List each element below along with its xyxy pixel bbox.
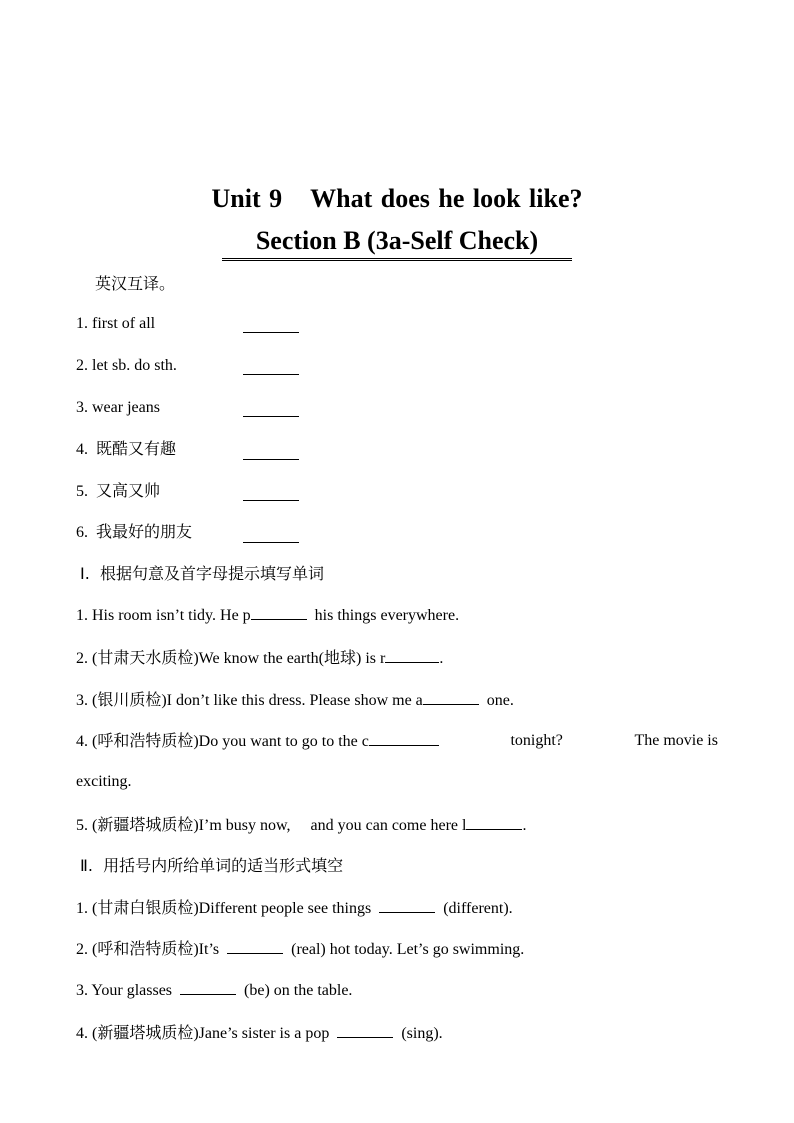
question-source: 呼和浩特质检 [97,939,194,958]
answer-blank[interactable] [385,648,439,663]
question-source: 甘肃天水质检 [97,648,194,667]
vocab-num: 4. [76,441,88,458]
answer-blank[interactable] [227,939,283,954]
answer-blank[interactable] [180,980,236,995]
part2-question-1 [76,898,513,919]
vocab-item-6 [76,522,192,543]
answer-blank[interactable] [243,541,299,543]
question-text: and you can come here l [310,817,467,834]
part2-heading [80,856,343,876]
part1-question-5 [76,815,526,836]
question-hint: 地球 [324,648,357,667]
title-text: What does he look like? [310,184,583,213]
question-source: 呼和浩特质检 [97,731,194,750]
question-source: 新疆塔城质检 [97,1023,194,1042]
question-text: (real) hot today. Let’s go swimming. [291,941,525,958]
part1-heading [80,564,324,584]
vocab-num: 5. [76,483,88,500]
question-text: 3. ( [76,692,98,709]
question-text: (be) on the table. [244,982,353,999]
question-text: The movie is [634,732,718,749]
subtitle-wrap [0,226,794,261]
vocab-item-1 [76,314,155,334]
question-text: )I’m busy now, [193,817,291,834]
vocab-item-3 [76,398,160,418]
section-heading: 用括号内所给单词的适当形式填空 [103,856,344,875]
vocab-item-2 [76,356,177,376]
question-text: 4. ( [76,733,98,750]
question-text: )Do you want to go to the c [193,733,369,750]
vocab-text: 又高又帅 [96,481,161,500]
question-text: )Jane’s sister is a pop [193,1025,330,1042]
page-title [0,184,794,214]
answer-blank[interactable] [243,499,299,501]
answer-blank[interactable] [243,331,299,333]
question-text: )We know the earth( [193,650,324,667]
question-text: 1. ( [76,900,98,917]
question-text: 2. ( [76,650,98,667]
question-text: . [522,817,527,834]
question-text: 2. ( [76,941,98,958]
vocab-num: 3. [76,399,88,416]
answer-blank[interactable] [243,458,299,460]
vocab-num: 2. [76,357,88,374]
question-text: one. [486,692,514,709]
question-text: 1. His room isn’t tidy. He p [76,607,251,624]
vocab-num: 6. [76,524,88,541]
question-text: tonight? [510,732,563,749]
question-text: (sing). [401,1025,443,1042]
question-text: )I don’t like this dress. Please show me a [161,692,423,709]
part1-question-4-continued: exciting. [76,773,132,790]
answer-blank[interactable] [369,731,439,746]
vocab-instruction: 英汉互译。 [95,274,176,293]
vocab-text: 我最好的朋友 [96,522,193,541]
question-source: 银川质检 [97,690,162,709]
part1-question-3 [76,690,514,711]
section-heading: 根据句意及首字母提示填写单词 [99,564,324,583]
answer-blank[interactable] [379,898,435,913]
question-text: )Different people see things [193,900,372,917]
section-title: Section B (3a-Self Check) [222,226,572,261]
question-text: )It’s [193,941,220,958]
question-text: 3. Your glasses [76,982,173,999]
part1-question-2 [76,648,443,669]
question-text: his things everywhere. [314,607,460,624]
vocab-text: let sb. do sth. [92,357,177,374]
question-text: . [439,650,444,667]
vocab-item-5 [76,481,160,502]
part2-question-2 [76,939,524,960]
question-source: 新疆塔城质检 [97,815,194,834]
section-number: Ⅱ. [80,856,93,875]
question-text: 5. ( [76,817,98,834]
part1-question-1 [76,605,459,626]
question-source: 甘肃白银质检 [97,898,194,917]
section-number: Ⅰ. [80,564,90,583]
vocab-text: wear jeans [92,399,160,416]
answer-blank[interactable] [251,605,307,620]
question-text: (different). [443,900,513,917]
unit-label: Unit 9 [211,184,283,213]
question-text-left [76,731,439,752]
question-text: 4. ( [76,1025,98,1042]
question-text: ) is r [356,650,386,667]
part2-question-4 [76,1023,443,1044]
vocab-num: 1. [76,315,88,332]
answer-blank[interactable] [243,373,299,375]
answer-blank[interactable] [337,1023,393,1038]
part2-question-3 [76,980,352,1001]
vocab-text: first of all [92,315,156,332]
answer-blank[interactable] [466,815,522,830]
vocab-text: 既酷又有趣 [96,439,177,458]
answer-blank[interactable] [243,415,299,417]
part1-question-4 [76,731,718,752]
vocab-item-4 [76,439,176,460]
answer-blank[interactable] [423,690,479,705]
